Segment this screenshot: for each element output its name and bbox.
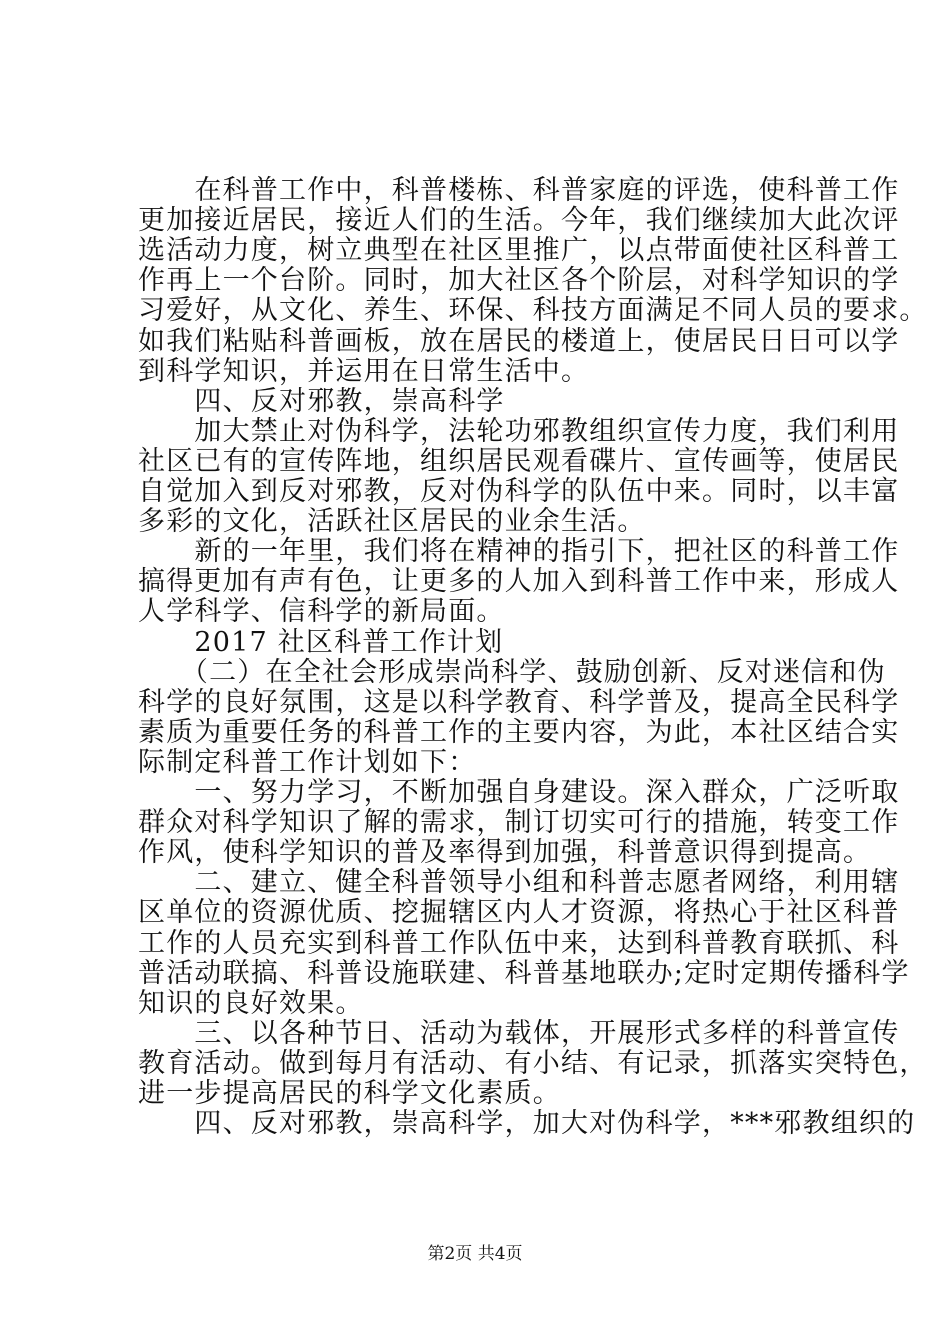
text-line: 到科学知识，并运用在日常生活中。 [138,356,590,387]
text-line: 社区已有的宣传阵地，组织居民观看碟片、宣传画等，使居民 [138,446,900,477]
text-line: 知识的良好效果。 [138,988,364,1019]
text-line: 选活动力度，树立典型在社区里推广，以点带面使社区科普工 [138,235,900,266]
text-line: 三、以各种节日、活动为载体，开展形式多样的科普宣传 [138,1018,900,1049]
text-line: （二）在全社会形成崇尚科学、鼓励创新、反对迷信和伪 [138,657,886,688]
text-line: 新的一年里，我们将在精神的指引下，把社区的科普工作 [138,536,900,567]
text-line: 素质为重要任务的科普工作的主要内容，为此，本社区结合实 [138,717,900,748]
text-line: 如我们粘贴科普画板，放在居民的楼道上，使居民日日可以学 [138,326,900,357]
page-number-footer: 第2页 共4页 [427,1244,523,1264]
text-line: 科学的良好氛围，这是以科学教育、科学普及，提高全民科学 [138,687,900,718]
text-line: 作再上一个台阶。同时，加大社区各个阶层，对科学知识的学 [138,265,900,296]
text-line: 工作的人员充实到科普工作队伍中来，达到科普教育联抓、科 [138,928,900,959]
text-line: 习爱好，从文化、养生、环保、科技方面满足不同人员的要求。 [138,295,928,326]
text-line: 搞得更加有声有色，让更多的人加入到科普工作中来，形成人 [138,566,900,597]
text-line: 进一步提高居民的科学文化素质。 [138,1078,561,1109]
text-line: 四、反对邪教，崇高科学，加大对伪科学，***邪教组织的 [138,1108,916,1139]
text-line: 际制定科普工作计划如下： [138,747,477,778]
text-line: 教育活动。做到每月有活动、有小结、有记录，抓落实突特色， [138,1048,928,1079]
text-line: 加大禁止对伪科学，法轮功邪教组织宣传力度，我们利用 [138,416,900,447]
text-line: 作风，使科学知识的普及率得到加强，科普意识得到提高。 [138,837,872,868]
text-line: 普活动联搞、科普设施联建、科普基地联办;定时定期传播科学 [138,958,910,989]
text-line: 群众对科学知识了解的需求，制订切实可行的措施，转变工作 [138,807,900,838]
text-line: 区单位的资源优质、挖掘辖区内人才资源，将热心于社区科普 [138,897,900,928]
text-line: 在科普工作中，科普楼栋、科普家庭的评选，使科普工作 [138,175,900,206]
text-line: 更加接近居民，接近人们的生活。今年，我们继续加大此次评 [138,205,900,236]
document-subtitle: 2017 社区科普工作计划 [138,627,504,658]
text-line: 二、建立、健全科普领导小组和科普志愿者网络，利用辖 [138,867,900,898]
section-heading: 四、反对邪教，崇高科学 [138,386,505,417]
text-line: 人学科学、信科学的新局面。 [138,596,505,627]
text-line: 一、努力学习，不断加强自身建设。深入群众，广泛听取 [138,777,900,808]
text-line: 自觉加入到反对邪教，反对伪科学的队伍中来。同时，以丰富 [138,476,900,507]
text-line: 多彩的文化，活跃社区居民的业余生活。 [138,506,646,537]
